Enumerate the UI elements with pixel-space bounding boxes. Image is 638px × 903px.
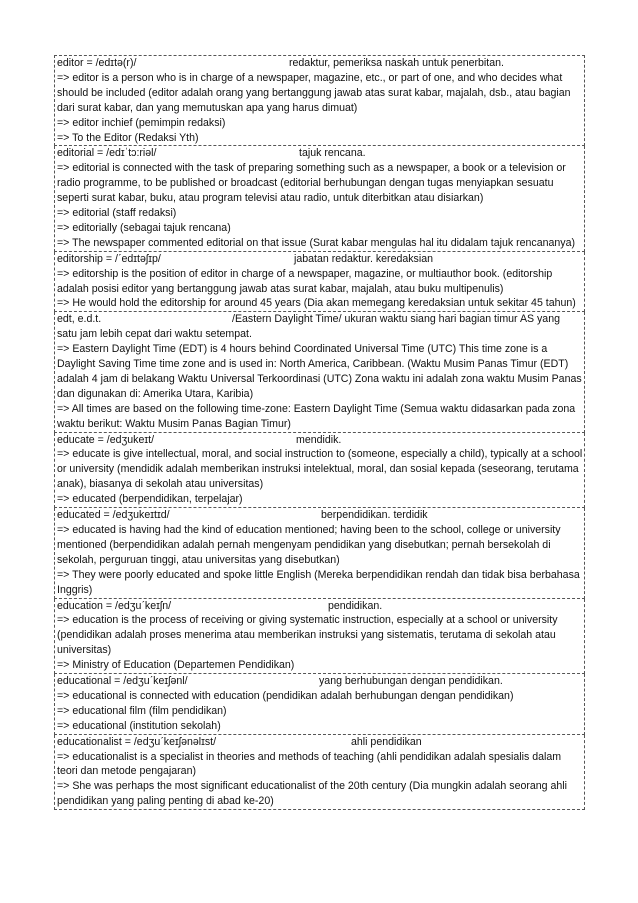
entry-line: => editorial is connected with the task of preparing something such as a newspaper, a book or a television or radio programme, to be published or broadcast (editorial berhubungan dengan tugas menyiapkan sesuatu seperti surat kabar, buku, atau program televisi atau radio, untuk diterbitkan atau disiarkan) bbox=[57, 162, 566, 205]
dictionary-entry bbox=[54, 252, 585, 313]
entry-line: => educational film (film pendidikan) bbox=[57, 704, 227, 717]
entry-translation: redaktur, pemeriksa naskah untuk penerbitan. bbox=[289, 57, 504, 69]
entry-term: education = /edʒuˊkeɪʃn/ bbox=[57, 599, 172, 612]
dictionary-entry bbox=[54, 55, 585, 146]
entry-line: => All times are based on the following time-zone: Eastern Daylight Time (Semua waktu didasarkan pada zona waktu berikut: Waktu Musim Panas Bagian Timur) bbox=[57, 402, 576, 430]
entry-line: => The newspaper commented editorial on that issue (Surat kabar mengulas hal itu didalam tajuk rencananya) bbox=[57, 236, 576, 249]
entry-line: => editorship is the position of editor in charge of a newspaper, magazine, or multiauthor book. (editorship adalah posisi editor yang bertanggung jawab atas surat kabar, majalah, atau buku multipenulis) bbox=[57, 267, 553, 295]
entry-term: editorship = /ˊedɪtəʃɪp/ bbox=[57, 252, 161, 265]
entry-line: => To the Editor (Redaksi Yth) bbox=[57, 131, 199, 144]
entry-translation: jabatan redaktur. keredaksian bbox=[294, 252, 433, 265]
entry-line: => Eastern Daylight Time (EDT) is 4 hours behind Coordinated Universal Time (UTC) This time zone is a Daylight Saving Time time zone and is used in: North America, Caribbean. (Waktu Musim Panas Timur (EDT) adalah 4 jam di belakang Waktu Universal Terkoordinasi (UTC) Zona waktu ini adalah zona waktu Musim Panas dan digunakan di: Amerika Utara, Karibia) bbox=[57, 343, 582, 400]
entry-line: => educated is having had the kind of education mentioned; having been to the school, college or university mentioned (berpendidikan adalah pernah mengenyam pendidikan yang disebutkan; pernah bersekolah di sekolah, perguruan tinggi, atau universitas yang disebutkan) bbox=[57, 524, 561, 566]
entry-translation: mendidik. bbox=[296, 433, 342, 446]
entry-heading bbox=[57, 433, 584, 448]
entry-line: => They were poorly educated and spoke little English (Mereka berpendidikan rendah dan tidak bisa berbahasa Inggris) bbox=[57, 568, 580, 596]
entry-term: educated = /edʒukeɪtɪd/ bbox=[57, 509, 170, 522]
entry-term: educational = /edʒuˊkeɪʃənl/ bbox=[57, 675, 188, 688]
entry-line: => editorially (sebagai tajuk rencana) bbox=[57, 221, 231, 234]
entry-line: => editor is a person who is in charge of a newspaper, magazine, etc., or part of one, and who decides what should be included (editor adalah orang yang bertanggung jawab atas surat kabar, majalah, dsb., atau bagian dari surat kabar, dan yang memutuskan apa yang harus dimuat) bbox=[57, 71, 571, 114]
dictionary-entry bbox=[54, 735, 585, 811]
entry-heading bbox=[57, 252, 584, 267]
entry-line: satu jam lebih cepat dari waktu setempat. bbox=[57, 328, 252, 341]
entry-line: => He would hold the editorship for around 45 years (Dia akan memegang keredaksian untuk sekitar 45 tahun) bbox=[57, 297, 576, 310]
entry-heading bbox=[57, 146, 584, 161]
entry-heading bbox=[57, 508, 584, 523]
entry-heading bbox=[57, 312, 584, 327]
entry-translation: tajuk rencana. bbox=[299, 147, 366, 160]
entry-heading bbox=[57, 599, 584, 614]
dictionary-entry bbox=[54, 599, 585, 675]
dictionary-document bbox=[54, 55, 585, 810]
entry-term: educate = /edʒukeɪt/ bbox=[57, 433, 155, 446]
entry-line: => educate is give intellectual, moral, and social instruction to (someone, especially a child), typically at a school or university (mendidik adalah memberikan instruksi intelektual, moral, dan sosial kepada (seseorang, terutama anak), biasanya di sekolah atau universitas) bbox=[57, 448, 583, 491]
entry-term: educationalist = /edʒuˊkeɪʃənəlɪst/ bbox=[57, 735, 217, 748]
entry-line: => educationalist is a specialist in theories and methods of teaching (ahli pendidikan adalah spesialis dalam teori dan metode pengajaran) bbox=[57, 750, 562, 778]
dictionary-entry bbox=[54, 674, 585, 735]
dictionary-entry bbox=[54, 146, 585, 251]
entry-line: => educational (institution sekolah) bbox=[57, 719, 221, 732]
entry-translation: /Eastern Daylight Time/ ukuran waktu siang hari bagian timur AS yang bbox=[232, 313, 560, 326]
entry-line: => Ministry of Education (Departemen Pendidikan) bbox=[57, 659, 295, 672]
entry-translation: yang berhubungan dengan pendidikan. bbox=[319, 675, 503, 688]
entry-line: => editor inchief (pemimpin redaksi) bbox=[57, 116, 226, 129]
entry-line: => educational is connected with education (pendidikan adalah berhubungan dengan pendidikan) bbox=[57, 689, 514, 702]
entry-term: editor = /edɪtə(r)/ bbox=[57, 57, 137, 69]
entry-line: => educated (berpendidikan, terpelajar) bbox=[57, 493, 243, 506]
entry-line: => She was perhaps the most significant educationalist of the 20th century (Dia mungkin adalah seorang ahli pendidikan yang paling penting di abad ke-20) bbox=[57, 780, 567, 808]
entry-term: edt, e.d.t. bbox=[57, 313, 102, 326]
dictionary-entry bbox=[54, 433, 585, 509]
dictionary-entry bbox=[54, 312, 585, 432]
entry-heading bbox=[57, 674, 584, 689]
entry-line: => editorial (staff redaksi) bbox=[57, 207, 177, 220]
dictionary-entry bbox=[54, 508, 585, 598]
entry-translation: berpendidikan. terdidik bbox=[321, 509, 428, 522]
entry-line: => education is the process of receiving or giving systematic instruction, especially at a school or university (pendidikan adalah proses menerima atau memberikan instruksi yang sistematis, terutama di sekolah atau universitas) bbox=[57, 614, 558, 657]
entry-translation: pendidikan. bbox=[328, 599, 383, 612]
entry-heading bbox=[57, 56, 584, 71]
entry-term: editorial = /edɪˈtɔ:riəl/ bbox=[57, 147, 157, 160]
entry-heading bbox=[57, 735, 584, 750]
entry-translation: ahli pendidikan bbox=[351, 735, 422, 748]
